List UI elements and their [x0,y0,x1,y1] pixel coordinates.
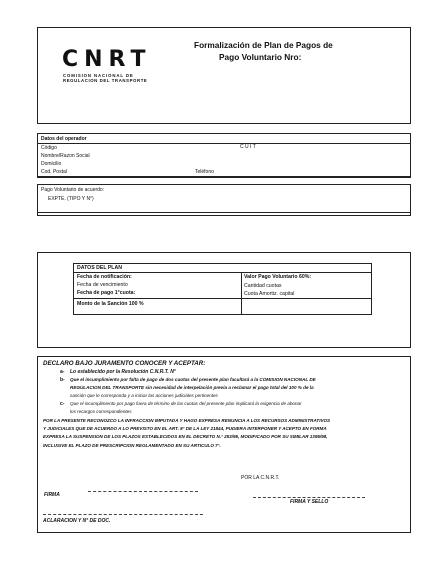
operator-divider [38,143,410,144]
paragraph-line1: POR LA PRESENTE RECONOZCO LA INFRACCION IMPUTADA Y HAGO EXPRESA RENUNCIA A LOS RECURSOS ADMINISTRATIVOS [43,418,331,423]
cod-postal-label: Cod. Postal [41,169,67,175]
valor-pago-label: Valor Pago Voluntario 60%: [244,274,312,280]
item-b-line2: REGULACION DEL TRANSPORTE sin necesidad de interpelación previa a reclamar el pago total del 100 % de la [70,385,314,390]
plan-box [37,252,411,348]
header-box [37,27,411,124]
plan-row-divider [74,298,371,299]
plan-table [73,263,372,315]
plan-column-divider [241,272,242,314]
firma-sello-label: FIRMA Y SELLO [290,499,329,505]
pago-heading: Pago Voluntario de acuerdo: [41,187,105,193]
logo-text: CNRT [62,47,152,72]
paragraph-line3: EXPRESA LA SUSPENSION DE LOS PLAZOS ESTABLECIDOS EN EL DECRETO N.° 253/95, MODIFICADO POR SU SIMILAR 1395/98, [43,434,328,439]
item-b-letter: b- [60,377,65,383]
pago-bottom-line [38,212,410,213]
firma-label: FIRMA [44,492,60,498]
declaration-box [37,356,411,533]
nombre-label: Nombre/Razon Social [41,153,90,159]
cuota-amortiz-label: Cuota Amortiz. capital [244,291,295,297]
fecha-vencimiento-label: Fecha de vencimiento [77,282,128,288]
domicilio-label: Domicilio [41,161,62,167]
item-a-letter: a- [60,369,65,375]
aclaracion-line [43,514,203,515]
plan-heading: DATOS DEL PLAN [77,265,122,271]
item-c-line1: Que el incumplimiento por pago fuera de término de las cuotas del presente plan implicará la exigencia de abonar [70,401,302,406]
firma-sello-line [253,497,365,498]
aclaracion-label: ACLARACION Y N° DE DOC. [43,518,111,524]
logo-subtitle-2: REGULACION DEL TRANSPORTE [63,78,148,83]
cuit-label: C U I T [240,144,256,150]
pago-box [37,184,411,216]
paragraph-line2: Y JUDICIALES QUE DE ACUERDO A LO PREVISTO EN EL ART. 8° DE LA LEY 21844, PUDIERA INTERPONER Y ACEPTO EN FORMA [43,426,327,431]
operator-bottom-line [38,176,410,177]
plan-header-divider [74,272,371,273]
logo-subtitle-1: COMISION NACIONAL DE [63,73,134,78]
item-c-letter: c- [60,401,65,407]
item-a-text: Lo establecido por la Resolución C.N.R.T. N° [70,369,176,375]
expte-label: EXPTE. (TIPO Y N°) [48,196,94,202]
cantidad-cuotas-label: Cantidad cuotas [244,283,282,289]
telefono-label: Teléfono [195,169,214,175]
item-c-line2: los recargos correspondientes [70,409,132,414]
form-title-line1: Formalización de Plan de Pagos de [194,40,333,50]
item-b-line3: sanción que le corresponda y a iniciar las acciones judiciales pertinentes [70,393,218,398]
operator-heading: Datos del operador [41,136,87,142]
fecha-notificacion-label: Fecha de notificación: [77,274,132,280]
firma-line [88,491,198,492]
form-title-line2: Pago Voluntario Nro: [219,52,302,62]
paragraph-line4: INCLUSIVE EL PLAZO DE PRESCRIPCION REGLAMENTADO EN SU ARTICULO 7°. [43,443,221,448]
declaration-heading: DECLARO BAJO JURAMENTO CONOCER Y ACEPTAR: [43,360,206,367]
item-b-line1: Que el incumplimiento por falta de pago de dos cuotas del presente plan facultará a la COMISION NACIONAL DE [70,377,316,382]
monto-sancion-label: Monto de la Sanción 100 % [77,301,144,307]
fecha-pago-label: Fecha de pago 1°cuota: [77,290,136,296]
codigo-label: Código [41,145,57,151]
por-cnrt-label: POR LA C.N.R.T. [241,475,280,481]
operator-box [37,133,411,178]
